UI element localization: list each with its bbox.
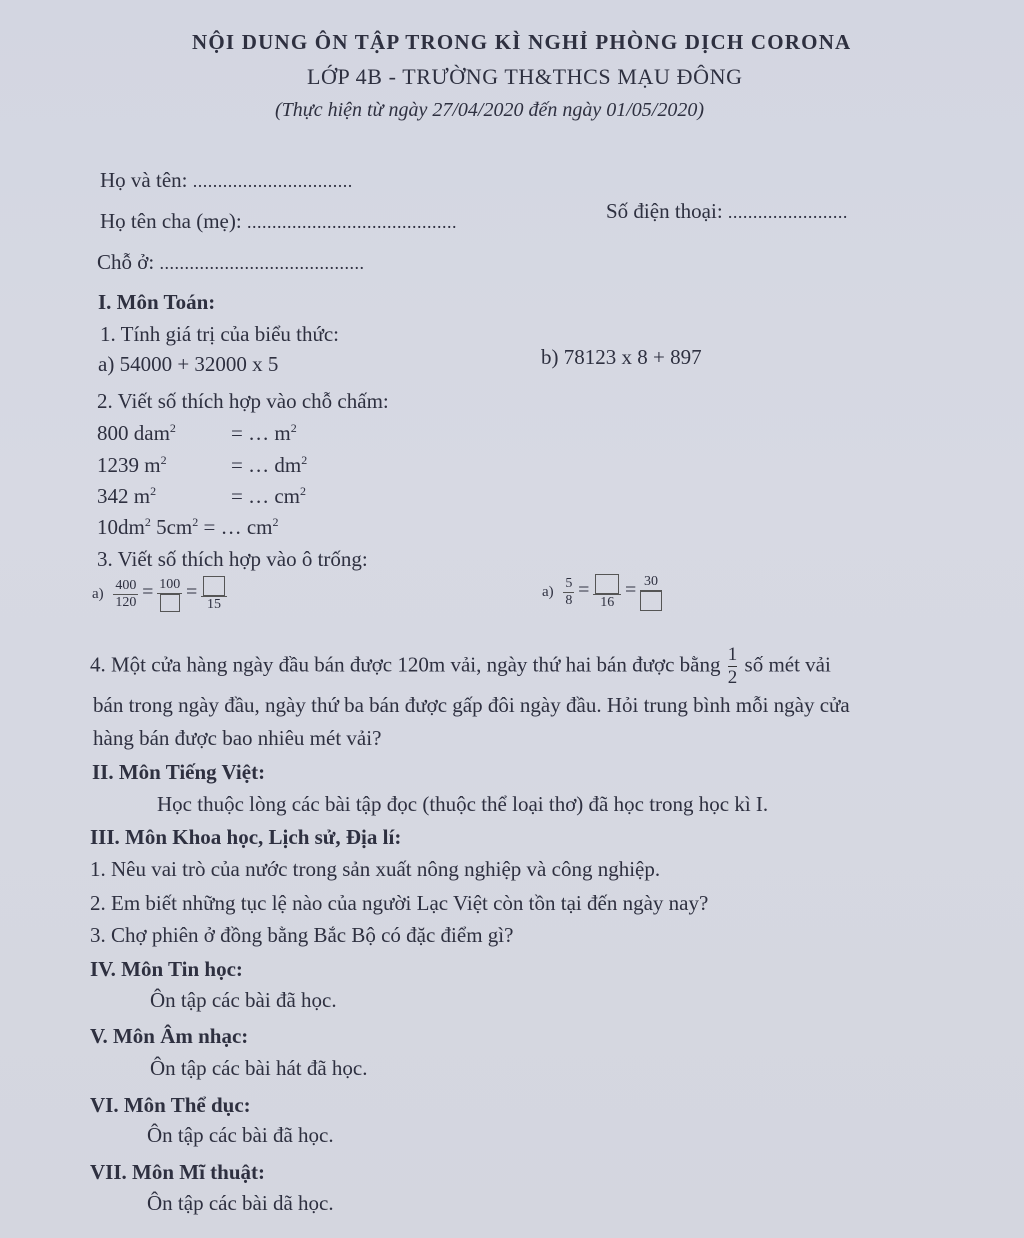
denominator: 16 [600, 595, 615, 610]
music-text: Ôn tập các bài hát đã học. [150, 1056, 368, 1080]
exercise-label: a) [542, 583, 554, 600]
phone-label: Số điện thoại: [606, 199, 723, 223]
math-q1b: b) 78123 x 8 + 897 [541, 345, 702, 369]
answer-box[interactable] [201, 576, 227, 597]
numerator: 100 [159, 577, 181, 592]
answer-box[interactable] [157, 594, 182, 612]
fraction [201, 576, 227, 613]
science-item: 1. Nêu vai trò của nước trong sản xuất nông nghiệp và công nghiệp. [90, 857, 661, 881]
date-range: (Thực hiện từ ngày 27/04/2020 đến ngày 01/05/2020) [275, 99, 704, 121]
page-title: NỘI DUNG ÔN TẬP TRONG KÌ NGHỈ PHÒNG DỊCH CORONA [192, 30, 852, 54]
conversion-row [97, 484, 156, 509]
parent-dots: .......................................... [246, 212, 457, 232]
math-q1a: a) 54000 + 32000 x 5 [98, 352, 279, 376]
math-q4-line1 [90, 644, 831, 689]
conversion-left: 10dm [97, 515, 145, 539]
it-heading: IV. Môn Tin học: [90, 957, 243, 981]
numerator: 400 [115, 578, 137, 593]
exponent: 2 [272, 515, 279, 529]
phone-field [606, 199, 848, 224]
fraction-exercise-a [92, 576, 227, 613]
art-heading: VII. Môn Mĩ thuật: [90, 1160, 266, 1184]
denominator: 8 [565, 593, 573, 608]
parent-label: Họ tên cha (mẹ): [100, 209, 242, 233]
answer-box[interactable] [593, 574, 621, 595]
conversion-right-text: = … cm [203, 515, 273, 539]
fraction [640, 574, 662, 611]
pe-text: Ôn tập các bài đã học. [147, 1123, 334, 1147]
address-label: Chỗ ở: [97, 250, 155, 274]
numerator: 5 [565, 576, 573, 591]
conversion-row [97, 453, 167, 478]
math-heading: I. Môn Toán: [98, 290, 216, 314]
fraction [593, 574, 621, 611]
exponent: 2 [192, 515, 199, 529]
conversion-left: 342 m [97, 484, 151, 508]
address-field [97, 250, 364, 275]
it-text: Ôn tập các bài đã học. [150, 988, 337, 1012]
science-heading: III. Môn Khoa học, Lịch sử, Địa lí: [90, 825, 402, 849]
exponent: 2 [144, 515, 151, 529]
conversion-right [231, 421, 297, 446]
name-label: Họ và tên: [100, 168, 188, 192]
pe-heading: VI. Môn Thể dục: [90, 1093, 251, 1117]
fraction [157, 577, 182, 612]
math-q4-line2: bán trong ngày đầu, ngày thứ ba bán được gấp đôi ngày đầu. Hỏi trung bình mỗi ngày cửa [93, 693, 850, 717]
music-heading: V. Môn Âm nhạc: [90, 1024, 249, 1048]
math-q1: 1. Tính giá trị của biểu thức: [100, 322, 340, 346]
exponent: 2 [169, 421, 176, 435]
conversion-right-text: = … m [231, 421, 291, 445]
denominator: 120 [115, 595, 137, 610]
vietnamese-text: Học thuộc lòng các bài tập đọc (thuộc thể loại thơ) đã học trong học kì I. [157, 792, 769, 816]
conversion-right [231, 484, 306, 509]
conversion-row [97, 515, 279, 540]
q4-text: 4. Một cửa hàng ngày đầu bán được 120m vải, ngày thứ hai bán được bằng [90, 652, 721, 677]
math-q3: 3. Viết số thích hợp vào ô trống: [97, 547, 368, 571]
name-dots: ................................ [192, 171, 353, 191]
phone-dots: ........................ [727, 202, 848, 222]
class-school-line: LỚP 4B - TRƯỜNG TH&THCS MẠU ĐÔNG [307, 64, 743, 89]
art-text: Ôn tập các bài dã học. [147, 1191, 334, 1215]
parent-field [100, 209, 457, 234]
science-item: 2. Em biết những tục lệ nào của người Lạc Việt còn tồn tại đến ngày nay? [90, 891, 709, 915]
name-field [100, 168, 353, 193]
exponent: 2 [160, 453, 167, 467]
equals-sign: = [185, 580, 198, 603]
equals-sign: = [578, 578, 590, 601]
exponent: 2 [300, 484, 306, 498]
conversion-right-text: = … dm [231, 453, 302, 477]
math-q2: 2. Viết số thích hợp vào chỗ chấm: [97, 389, 389, 413]
fraction-exercise-b [542, 574, 662, 611]
fraction-half [728, 644, 738, 689]
numerator: 1 [727, 644, 738, 665]
exponent: 2 [301, 453, 308, 467]
equals-sign: = [142, 580, 154, 603]
conversion-left-2: 5cm [156, 515, 193, 539]
conversion-left: 800 dam [97, 421, 170, 445]
denominator: 15 [206, 597, 221, 612]
fraction [563, 576, 574, 609]
denominator: 2 [727, 667, 738, 688]
math-q4-line3: hàng bán được bao nhiêu mét vải? [93, 726, 382, 750]
conversion-row [97, 421, 176, 446]
vietnamese-heading: II. Môn Tiếng Việt: [92, 760, 266, 784]
answer-box[interactable] [640, 591, 662, 611]
conversion-right [231, 453, 307, 478]
equals-sign: = [624, 578, 637, 601]
numerator: 30 [640, 574, 662, 591]
exponent: 2 [290, 421, 297, 435]
conversion-left: 1239 m [97, 453, 161, 477]
fraction [113, 578, 138, 611]
exponent: 2 [150, 484, 157, 498]
address-dots: ......................................... [159, 253, 365, 273]
exercise-label: a) [92, 585, 104, 602]
q4-text-end: số mét vải [744, 652, 831, 677]
conversion-right-text: = … cm [231, 484, 300, 508]
science-item: 3. Chợ phiên ở đồng bằng Bắc Bộ có đặc điểm gì? [90, 923, 514, 947]
